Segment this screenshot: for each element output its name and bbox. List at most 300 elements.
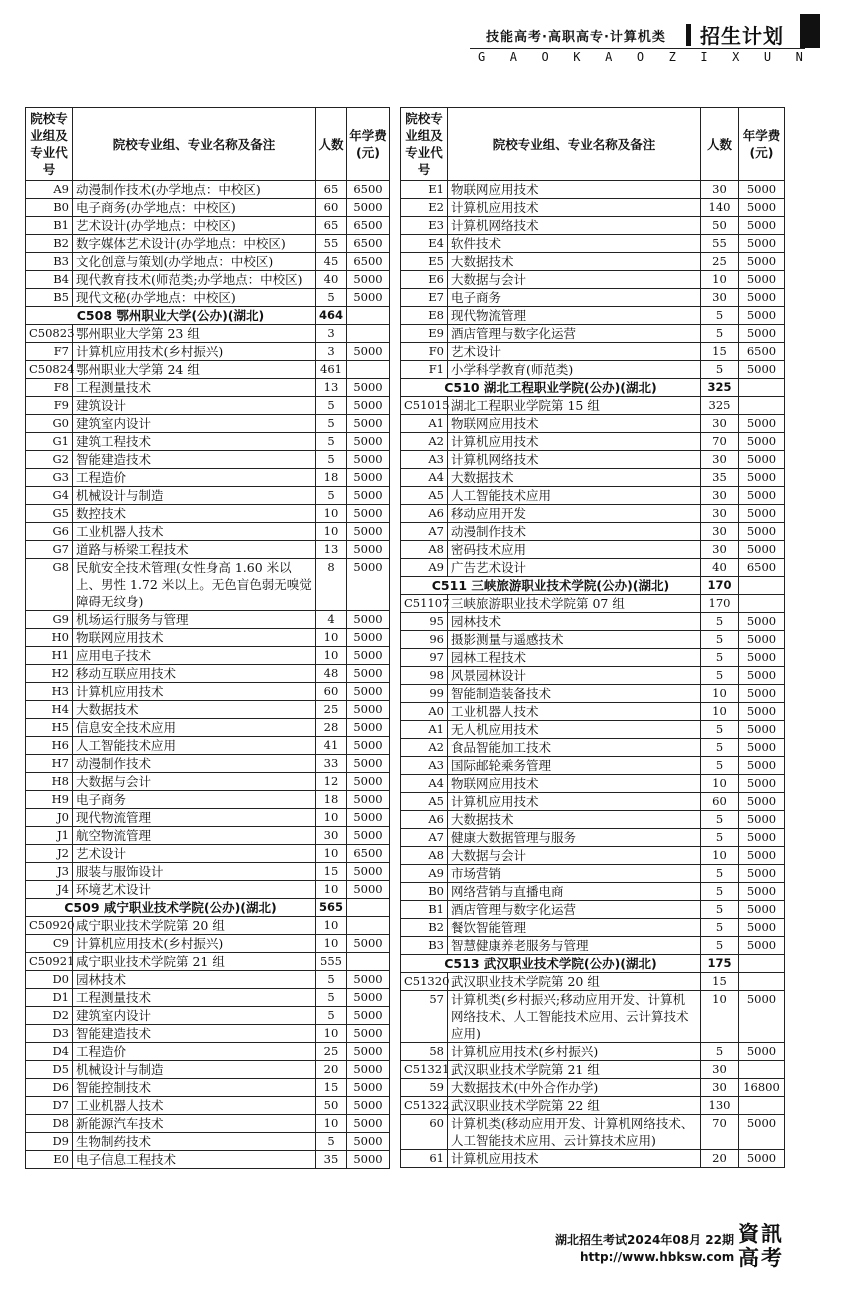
major-code: B3 — [401, 937, 448, 955]
enrollment-table-right — [400, 107, 785, 1168]
group-count: 461 — [316, 361, 347, 379]
major-fee: 6500 — [347, 217, 390, 235]
major-name: 风景园林设计 — [448, 667, 701, 685]
major-code: D6 — [26, 1079, 73, 1097]
major-code: E3 — [401, 217, 448, 235]
major-row — [26, 1007, 390, 1025]
col-header-code: 院校专业组及专业代号 — [401, 108, 448, 181]
major-fee: 5000 — [347, 469, 390, 487]
school-row — [26, 307, 390, 325]
major-code: B1 — [401, 901, 448, 919]
major-row — [26, 1097, 390, 1115]
major-row — [401, 1115, 785, 1150]
major-fee: 5000 — [347, 719, 390, 737]
major-row — [26, 1079, 390, 1097]
major-row — [26, 397, 390, 415]
group-row — [401, 1097, 785, 1115]
major-fee: 5000 — [347, 343, 390, 361]
major-code: G2 — [26, 451, 73, 469]
school-row — [401, 577, 785, 595]
major-fee: 5000 — [739, 829, 785, 847]
major-fee: 6500 — [347, 181, 390, 199]
major-name: 动漫制作技术(办学地点：中校区) — [73, 181, 316, 199]
col-header-name: 院校专业组、专业名称及备注 — [73, 108, 316, 181]
major-fee: 5000 — [347, 881, 390, 899]
major-name: 园林技术 — [73, 971, 316, 989]
major-fee: 5000 — [739, 1115, 785, 1150]
header-subtitle-letter: O — [541, 50, 549, 64]
major-count: 40 — [316, 271, 347, 289]
major-row — [401, 901, 785, 919]
major-fee: 5000 — [739, 793, 785, 811]
major-count: 55 — [701, 235, 739, 253]
major-code: E0 — [26, 1151, 73, 1169]
major-code: G0 — [26, 415, 73, 433]
major-count: 45 — [316, 253, 347, 271]
major-name: 计算机类(移动应用开发、计算机网络技术、人工智能技术应用、云计算技术应用) — [448, 1115, 701, 1150]
major-count: 10 — [316, 935, 347, 953]
major-fee: 5000 — [347, 541, 390, 559]
major-fee: 5000 — [739, 289, 785, 307]
major-fee: 5000 — [347, 737, 390, 755]
major-name: 健康大数据管理与服务 — [448, 829, 701, 847]
major-count: 30 — [701, 1079, 739, 1097]
major-count: 5 — [701, 937, 739, 955]
group-code: C50824 — [26, 361, 73, 379]
major-fee: 5000 — [739, 235, 785, 253]
major-fee: 5000 — [347, 1007, 390, 1025]
major-name: 智能控制技术 — [73, 1079, 316, 1097]
header-subtitle-letter: I — [700, 50, 708, 64]
major-row — [26, 379, 390, 397]
major-fee: 5000 — [739, 487, 785, 505]
major-fee: 5000 — [739, 271, 785, 289]
major-name: 人工智能技术应用 — [73, 737, 316, 755]
major-name: 物联网应用技术 — [73, 629, 316, 647]
major-row — [401, 613, 785, 631]
major-fee: 5000 — [347, 397, 390, 415]
major-count: 70 — [701, 433, 739, 451]
major-count: 5 — [701, 721, 739, 739]
major-count: 10 — [316, 629, 347, 647]
major-row — [26, 647, 390, 665]
major-name: 餐饮智能管理 — [448, 919, 701, 937]
major-code: A1 — [401, 415, 448, 433]
major-name: 食品智能加工技术 — [448, 739, 701, 757]
major-name: 工业机器人技术 — [448, 703, 701, 721]
major-name: 智慧健康养老服务与管理 — [448, 937, 701, 955]
major-fee: 5000 — [347, 863, 390, 881]
major-count: 15 — [316, 863, 347, 881]
major-name: 机械设计与制造 — [73, 487, 316, 505]
major-name: 酒店管理与数字化运营 — [448, 901, 701, 919]
major-fee: 5000 — [347, 289, 390, 307]
major-code: B4 — [26, 271, 73, 289]
major-count: 5 — [316, 289, 347, 307]
major-row — [26, 343, 390, 361]
major-code: G5 — [26, 505, 73, 523]
major-fee: 5000 — [739, 721, 785, 739]
major-code: G7 — [26, 541, 73, 559]
major-name: 建筑工程技术 — [73, 433, 316, 451]
major-count: 10 — [316, 881, 347, 899]
major-code: E8 — [401, 307, 448, 325]
major-count: 5 — [316, 397, 347, 415]
major-fee: 5000 — [739, 703, 785, 721]
major-count: 5 — [701, 361, 739, 379]
major-count: 30 — [701, 487, 739, 505]
major-name: 机械设计与制造 — [73, 1061, 316, 1079]
major-count: 10 — [316, 505, 347, 523]
major-count: 60 — [701, 793, 739, 811]
major-fee: 5000 — [347, 827, 390, 845]
major-row — [401, 739, 785, 757]
col-header-count: 人数 — [316, 108, 347, 181]
major-count: 3 — [316, 343, 347, 361]
group-name: 咸宁职业技术学院第 20 组 — [73, 917, 316, 935]
major-name: 移动互联应用技术 — [73, 665, 316, 683]
major-name: 摄影测量与遥感技术 — [448, 631, 701, 649]
header-subtitle-letter: U — [763, 50, 772, 64]
major-code: J3 — [26, 863, 73, 881]
group-code: C50920 — [26, 917, 73, 935]
header-subtitle — [478, 50, 803, 64]
major-row — [401, 883, 785, 901]
major-code: A3 — [401, 757, 448, 775]
major-fee: 5000 — [347, 271, 390, 289]
major-code: 96 — [401, 631, 448, 649]
footer-url: http://www.hbksw.com — [580, 1250, 735, 1264]
major-code: E4 — [401, 235, 448, 253]
major-count: 10 — [701, 703, 739, 721]
col-header-code: 院校专业组及专业代号 — [26, 108, 73, 181]
group-fee — [347, 325, 390, 343]
major-name: 数控技术 — [73, 505, 316, 523]
major-row — [401, 1079, 785, 1097]
major-row — [401, 289, 785, 307]
major-code: H5 — [26, 719, 73, 737]
major-row — [401, 937, 785, 955]
major-count: 13 — [316, 541, 347, 559]
group-name: 湖北工程职业学院第 15 组 — [448, 397, 701, 415]
major-count: 50 — [316, 1097, 347, 1115]
major-code: F8 — [26, 379, 73, 397]
major-code: H6 — [26, 737, 73, 755]
major-row — [26, 629, 390, 647]
major-code: H4 — [26, 701, 73, 719]
major-name: 计算机网络技术 — [448, 451, 701, 469]
school-name: C510 湖北工程职业学院(公办)(湖北) — [401, 379, 701, 397]
major-fee: 5000 — [347, 773, 390, 791]
major-code: H7 — [26, 755, 73, 773]
major-fee: 5000 — [347, 1061, 390, 1079]
major-name: 大数据与会计 — [448, 847, 701, 865]
header-subtitle-letter: A — [509, 50, 517, 64]
major-count: 65 — [316, 217, 347, 235]
major-fee: 5000 — [739, 739, 785, 757]
major-row — [26, 989, 390, 1007]
major-count: 30 — [701, 523, 739, 541]
school-name: C511 三峡旅游职业技术学院(公办)(湖北) — [401, 577, 701, 595]
group-name: 鄂州职业大学第 24 组 — [73, 361, 316, 379]
group-count: 15 — [701, 973, 739, 991]
major-fee: 5000 — [347, 379, 390, 397]
major-row — [26, 253, 390, 271]
major-fee: 5000 — [739, 217, 785, 235]
major-code: E9 — [401, 325, 448, 343]
major-fee: 5000 — [347, 809, 390, 827]
major-count: 10 — [701, 271, 739, 289]
major-row — [26, 451, 390, 469]
major-count: 55 — [316, 235, 347, 253]
major-fee: 5000 — [347, 487, 390, 505]
major-code: 58 — [401, 1043, 448, 1061]
major-name: 计算机应用技术 — [448, 1150, 701, 1168]
major-row — [26, 1115, 390, 1133]
major-fee: 5000 — [739, 1150, 785, 1168]
major-count: 5 — [701, 811, 739, 829]
major-count: 5 — [316, 415, 347, 433]
major-name: 现代教育技术(师范类;办学地点：中校区) — [73, 271, 316, 289]
school-fee — [739, 577, 785, 595]
major-row — [26, 271, 390, 289]
major-count: 5 — [316, 1133, 347, 1151]
major-row — [26, 683, 390, 701]
major-code: E2 — [401, 199, 448, 217]
major-fee: 5000 — [347, 1151, 390, 1169]
major-fee: 5000 — [347, 971, 390, 989]
major-count: 4 — [316, 611, 347, 629]
major-name: 电子信息工程技术 — [73, 1151, 316, 1169]
group-code: C51107 — [401, 595, 448, 613]
major-row — [401, 919, 785, 937]
header-subtitle-letter: K — [573, 50, 581, 64]
major-code: D1 — [26, 989, 73, 1007]
major-count: 28 — [316, 719, 347, 737]
major-name: 环境艺术设计 — [73, 881, 316, 899]
major-count: 35 — [316, 1151, 347, 1169]
group-code: C51322 — [401, 1097, 448, 1115]
school-row — [401, 955, 785, 973]
major-fee: 5000 — [347, 989, 390, 1007]
major-row — [26, 971, 390, 989]
major-fee: 5000 — [739, 865, 785, 883]
major-row — [401, 865, 785, 883]
major-code: A8 — [401, 847, 448, 865]
major-name: 智能建造技术 — [73, 1025, 316, 1043]
major-code: D3 — [26, 1025, 73, 1043]
major-row — [26, 935, 390, 953]
major-code: A6 — [401, 811, 448, 829]
major-row — [401, 991, 785, 1043]
major-count: 8 — [316, 559, 347, 611]
group-row — [26, 325, 390, 343]
major-fee: 5000 — [739, 433, 785, 451]
major-name: 计算机应用技术(乡村振兴) — [73, 343, 316, 361]
major-row — [26, 773, 390, 791]
major-code: A9 — [401, 865, 448, 883]
major-code: G4 — [26, 487, 73, 505]
major-count: 30 — [701, 451, 739, 469]
major-count: 60 — [316, 683, 347, 701]
major-code: A7 — [401, 523, 448, 541]
major-fee: 5000 — [739, 307, 785, 325]
major-count: 60 — [316, 199, 347, 217]
group-row — [26, 917, 390, 935]
major-name: 现代文秘(办学地点：中校区) — [73, 289, 316, 307]
major-count: 70 — [701, 1115, 739, 1150]
major-code: E1 — [401, 181, 448, 199]
major-fee: 5000 — [739, 883, 785, 901]
school-count: 464 — [316, 307, 347, 325]
major-name: 大数据技术 — [448, 811, 701, 829]
major-count: 5 — [701, 739, 739, 757]
major-row — [401, 469, 785, 487]
major-count: 10 — [701, 775, 739, 793]
major-count: 10 — [701, 991, 739, 1043]
major-name: 计算机应用技术 — [448, 793, 701, 811]
major-name: 艺术设计 — [73, 845, 316, 863]
major-fee: 5000 — [739, 631, 785, 649]
major-fee: 5000 — [739, 469, 785, 487]
major-row — [401, 325, 785, 343]
major-count: 5 — [316, 1007, 347, 1025]
major-name: 园林技术 — [448, 613, 701, 631]
major-count: 5 — [701, 919, 739, 937]
major-fee: 5000 — [739, 667, 785, 685]
major-code: F1 — [401, 361, 448, 379]
major-name: 大数据与会计 — [448, 271, 701, 289]
major-row — [26, 541, 390, 559]
major-row — [401, 1043, 785, 1061]
major-count: 5 — [316, 451, 347, 469]
major-row — [26, 1151, 390, 1169]
group-name: 武汉职业技术学院第 21 组 — [448, 1061, 701, 1079]
major-count: 5 — [316, 433, 347, 451]
major-row — [26, 881, 390, 899]
major-code: J1 — [26, 827, 73, 845]
major-row — [26, 611, 390, 629]
major-name: 酒店管理与数字化运营 — [448, 325, 701, 343]
major-fee: 5000 — [347, 505, 390, 523]
major-row — [26, 559, 390, 611]
major-fee: 5000 — [739, 541, 785, 559]
major-count: 40 — [701, 559, 739, 577]
major-count: 5 — [701, 757, 739, 775]
major-name: 应用电子技术 — [73, 647, 316, 665]
header-subtitle-letter: X — [732, 50, 740, 64]
major-code: A4 — [401, 775, 448, 793]
major-row — [401, 721, 785, 739]
header-corner-block — [800, 14, 820, 48]
major-name: 大数据技术 — [73, 701, 316, 719]
major-code: A2 — [401, 433, 448, 451]
major-name: 生物制药技术 — [73, 1133, 316, 1151]
major-name: 电子商务 — [73, 791, 316, 809]
group-name: 鄂州职业大学第 23 组 — [73, 325, 316, 343]
school-name: C509 咸宁职业技术学院(公办)(湖北) — [26, 899, 316, 917]
group-count: 130 — [701, 1097, 739, 1115]
school-count: 565 — [316, 899, 347, 917]
major-fee: 5000 — [739, 685, 785, 703]
major-fee: 6500 — [347, 235, 390, 253]
major-code: H1 — [26, 647, 73, 665]
major-name: 计算机类(乡村振兴;移动应用开发、计算机网络技术、人工智能技术应用、云计算技术应用) — [448, 991, 701, 1043]
major-row — [401, 667, 785, 685]
group-code: C51321 — [401, 1061, 448, 1079]
major-code: E7 — [401, 289, 448, 307]
major-code: A4 — [401, 469, 448, 487]
major-count: 20 — [701, 1150, 739, 1168]
major-name: 工程测量技术 — [73, 379, 316, 397]
major-name: 大数据技术 — [448, 469, 701, 487]
major-count: 35 — [701, 469, 739, 487]
major-fee: 5000 — [347, 791, 390, 809]
major-count: 15 — [316, 1079, 347, 1097]
major-row — [26, 1133, 390, 1151]
major-fee: 5000 — [739, 775, 785, 793]
header-subtitle-letter: N — [795, 50, 803, 64]
major-row — [26, 701, 390, 719]
group-code: C51320 — [401, 973, 448, 991]
major-fee: 5000 — [739, 361, 785, 379]
major-code: 59 — [401, 1079, 448, 1097]
major-code: D0 — [26, 971, 73, 989]
major-fee: 5000 — [347, 683, 390, 701]
school-count: 170 — [701, 577, 739, 595]
major-fee: 5000 — [347, 1025, 390, 1043]
major-name: 软件技术 — [448, 235, 701, 253]
major-name: 航空物流管理 — [73, 827, 316, 845]
major-count: 33 — [316, 755, 347, 773]
major-code: B0 — [26, 199, 73, 217]
major-code: A5 — [401, 793, 448, 811]
major-fee: 5000 — [739, 505, 785, 523]
group-fee — [739, 973, 785, 991]
group-name: 武汉职业技术学院第 22 组 — [448, 1097, 701, 1115]
major-name: 物联网应用技术 — [448, 775, 701, 793]
major-fee: 5000 — [739, 199, 785, 217]
major-count: 10 — [701, 847, 739, 865]
major-row — [401, 307, 785, 325]
group-row — [401, 1061, 785, 1079]
major-name: 市场营销 — [448, 865, 701, 883]
major-fee: 5000 — [739, 415, 785, 433]
major-code: 99 — [401, 685, 448, 703]
major-row — [26, 1061, 390, 1079]
major-code: A5 — [401, 487, 448, 505]
major-name: 大数据技术 — [448, 253, 701, 271]
major-row — [401, 685, 785, 703]
major-count: 30 — [316, 827, 347, 845]
major-count: 18 — [316, 791, 347, 809]
major-name: 大数据与会计 — [73, 773, 316, 791]
major-code: B2 — [401, 919, 448, 937]
group-code: C50921 — [26, 953, 73, 971]
major-name: 工程测量技术 — [73, 989, 316, 1007]
header-rule — [470, 48, 805, 49]
major-row — [26, 235, 390, 253]
major-count: 5 — [701, 667, 739, 685]
major-count: 5 — [701, 865, 739, 883]
major-row — [401, 343, 785, 361]
group-fee — [347, 361, 390, 379]
school-fee — [739, 955, 785, 973]
major-count: 5 — [701, 883, 739, 901]
group-name: 武汉职业技术学院第 20 组 — [448, 973, 701, 991]
major-code: F0 — [401, 343, 448, 361]
major-fee: 5000 — [739, 901, 785, 919]
